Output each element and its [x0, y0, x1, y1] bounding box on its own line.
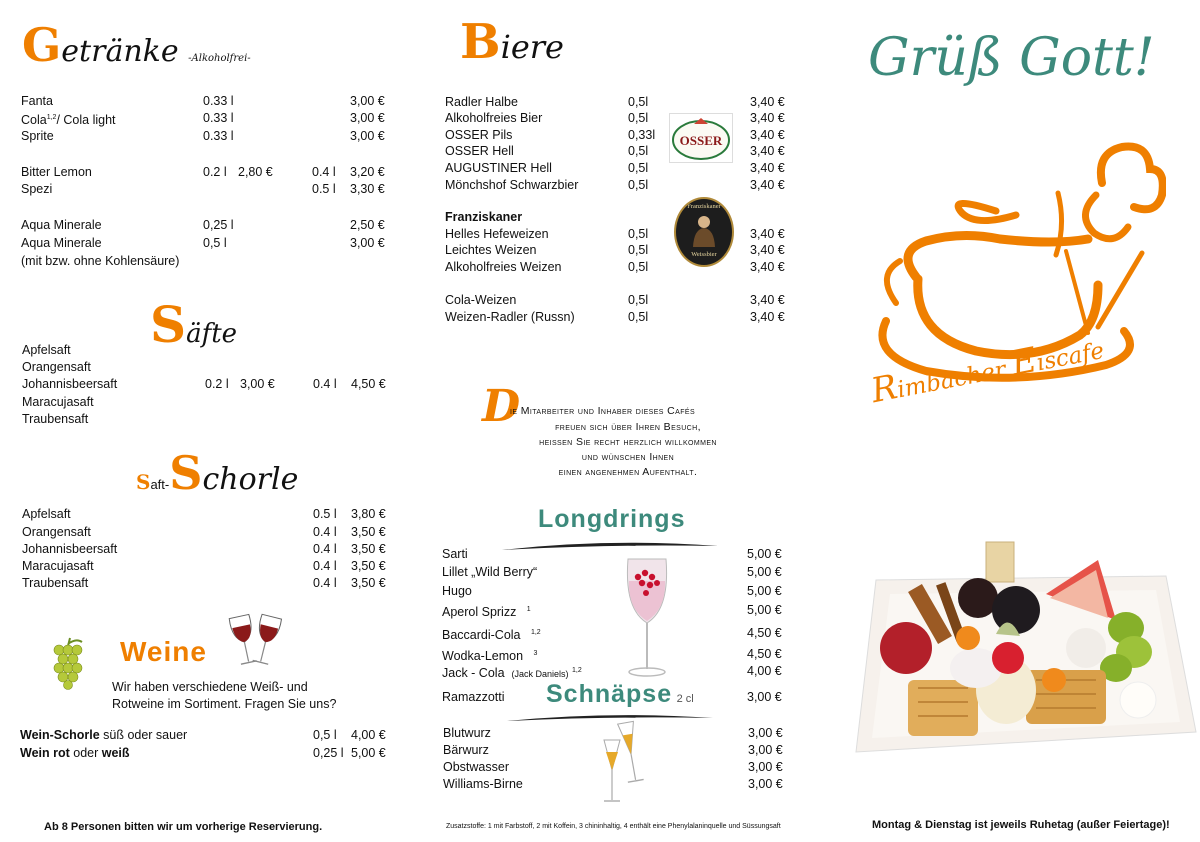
item-name: Williams-Birne [443, 777, 523, 791]
item-price: 3,40 € [750, 161, 785, 175]
item-price: 3,50 € [351, 525, 386, 539]
item-price: 4,50 € [351, 377, 386, 391]
item-size: 0.4 l [313, 377, 337, 391]
welcome-initial: D [482, 381, 521, 432]
item-size: 0,5l [628, 243, 649, 257]
welcome-text [482, 381, 762, 480]
item-price: 3,30 € [350, 182, 385, 196]
item-price: 3,50 € [351, 559, 386, 573]
item-price: 5,00 € [747, 584, 782, 598]
item-name: Aperol Sprizz $^1$ [442, 605, 531, 620]
item-price: 3,00 € [748, 760, 783, 774]
item-name: Orangensaft [22, 525, 91, 539]
item-price: 3,00 € [747, 690, 782, 704]
heading-initial: S [169, 446, 203, 500]
item-name: Aqua Minerale [21, 218, 102, 232]
weine-heading: Weine [120, 636, 207, 667]
item-size: 0.5 l [312, 182, 336, 196]
item-size: 0.33 l [203, 94, 234, 108]
item-size: 0.4 l [313, 559, 337, 573]
item-price: 4,00 € [747, 664, 782, 678]
item-size: 0.4 l [312, 165, 336, 179]
item-name: Lillet „Wild Berry“ [442, 565, 538, 579]
franziskaner-logo-top: Franziskaner [687, 203, 721, 210]
item-name: Jack - Cola (Jack Daniels) $^{1,2}$ [442, 666, 582, 681]
item-size: 0,5l [628, 178, 649, 192]
item-price: 3,00 € [240, 377, 275, 391]
item-name: OSSER Hell [445, 144, 514, 158]
item-price: 3,80 € [351, 507, 386, 521]
getraenke-heading [22, 18, 251, 72]
item-name: Cola-Weizen [445, 293, 517, 307]
item-name: Wein rot oder weiß [20, 746, 130, 760]
weine-text-line1: Wir haben verschiedene Weiß- und [112, 680, 308, 694]
longdrinks-swash [500, 540, 720, 554]
heading-initial: G [22, 18, 62, 72]
weine-text-line2: Rotweine im Sortiment. Fragen Sie uns? [112, 697, 337, 711]
item-name: Wodka-Lemon $^3$ [442, 649, 538, 664]
item-name: Johannisbeersaft [22, 377, 118, 391]
heading-rest: iere [500, 28, 564, 66]
item-name: Radler Halbe [445, 95, 518, 109]
franziskaner-heading: Franziskaner [445, 210, 523, 224]
heading-rest: chorle [202, 462, 299, 497]
heading-rest: äfte [186, 319, 238, 349]
grapes-icon [50, 636, 86, 690]
item-size: 0,5 l [313, 728, 337, 742]
item-name: Cola$^{1,2}$/ Cola light [21, 113, 116, 128]
item-price: 5,00 € [351, 746, 386, 760]
schorle-heading [136, 446, 298, 500]
heading-rest: etränke [61, 34, 179, 69]
schnapps-glasses-icon [598, 718, 658, 806]
item-name: OSSER Pils [445, 128, 513, 142]
item-name: Apfelsaft [22, 507, 71, 521]
item-price: 3,40 € [750, 128, 785, 142]
item-price: 3,00 € [350, 129, 385, 143]
item-name: Traubensaft [22, 576, 89, 590]
item-price: 2,80 € [238, 165, 273, 179]
item-price: 5,00 € [747, 603, 782, 617]
item-size: 0,25 l [203, 218, 234, 232]
osser-logo [669, 113, 733, 163]
item-name: Sarti [442, 547, 468, 561]
item-size: 0.33 l [203, 129, 234, 143]
saefte-heading [150, 295, 237, 354]
item-name: Orangensaft [22, 360, 91, 374]
item-size: 0,5l [628, 111, 649, 125]
item-price: 3,00 € [748, 743, 783, 757]
schnaepse-title: Schnäpse [546, 680, 673, 708]
item-price: 3,40 € [750, 95, 785, 109]
item-name: Apfelsaft [22, 343, 71, 357]
item-name: Hugo [442, 584, 472, 598]
item-price: 3,00 € [350, 236, 385, 250]
osser-logo-text: OSSER [679, 133, 723, 148]
longdrinks-heading: Longdrings [538, 505, 686, 533]
item-name: Johannisbeersaft [22, 542, 118, 556]
item-price: 3,00 € [350, 111, 385, 125]
item-price: 3,40 € [750, 144, 785, 158]
item-price: 3,40 € [750, 227, 785, 241]
item-name: Traubensaft [22, 412, 89, 426]
franziskaner-logo-bottom: Weissbier [691, 251, 717, 258]
footer-reservation: Ab 8 Personen bitten wir um vorherige Reservierung. [44, 821, 323, 833]
item-size: 0,25 l [313, 746, 344, 760]
item-note: (mit bzw. ohne Kohlensäure) [21, 254, 180, 268]
item-size: 0.2 l [203, 165, 227, 179]
item-price: 4,50 € [747, 647, 782, 661]
wine-glasses-icon [226, 612, 284, 670]
heading-initial: B [460, 14, 501, 70]
item-price: 4,00 € [351, 728, 386, 742]
heading-initial: S [150, 295, 187, 354]
welcome-line3: heissen Sie recht herzlich willkommen [539, 436, 717, 448]
item-name: Obstwasser [443, 760, 509, 774]
item-size: 0.33 l [203, 111, 234, 125]
item-name: AUGUSTINER Hell [445, 161, 552, 175]
welcome-line1: ie Mitarbeiter und Inhaber dieses Cafés [510, 405, 696, 417]
item-price: 3,00 € [350, 94, 385, 108]
cocktail-glass-icon [622, 557, 672, 679]
item-price: 5,00 € [747, 565, 782, 579]
item-name: Spezi [21, 182, 53, 196]
item-price: 3,00 € [748, 726, 783, 740]
welcome-line4: und wünschen Ihnen [581, 451, 675, 463]
item-name: Bärwurz [443, 743, 489, 757]
welcome-line2: freuen sich über Ihren Besuch, [555, 421, 701, 433]
item-price: 3,40 € [750, 111, 785, 125]
item-name: Mönchshof Schwarzbier [445, 178, 579, 192]
item-price: 3,40 € [750, 310, 785, 324]
item-size: 0,5l [628, 227, 649, 241]
item-price: 3,40 € [750, 260, 785, 274]
prefix-rest: aft- [150, 477, 170, 492]
item-size: 0.4 l [313, 576, 337, 590]
footer-additives: Zusatzstoffe: 1 mit Farbstoff, 2 mit Koffein, 3 chininhaltig, 4 enthält eine Phenylalaninquelle und Süssungsaft [446, 823, 781, 830]
brand-name: Rimbacher Eiscafe [868, 337, 1107, 412]
prefix-initial: S [136, 470, 151, 494]
item-size: 0,5l [628, 293, 649, 307]
schnaepse-heading [546, 680, 694, 709]
item-name: Baccardi-Cola $^{1,2}$ [442, 628, 541, 643]
item-name: Weizen-Radler (Russn) [445, 310, 575, 324]
item-price: 3,50 € [351, 542, 386, 556]
item-size: 0,5l [628, 260, 649, 274]
item-name: Helles Hefeweizen [445, 227, 549, 241]
item-name: Sprite [21, 129, 54, 143]
dessert-plate-photo [846, 540, 1200, 770]
item-name: Ramazzotti [442, 690, 505, 704]
item-name: Wein-Schorle süß oder sauer [20, 728, 188, 742]
heading-subtitle: -Alkoholfrei- [188, 53, 251, 64]
footer-rest-days: Montag & Dienstag ist jeweils Ruhetag (außer Feiertage)! [872, 819, 1170, 831]
item-name: Alkoholfreies Bier [445, 111, 543, 125]
item-size: 0,5l [628, 144, 649, 158]
item-name: Aqua Minerale [21, 236, 102, 250]
item-size: 0,5l [628, 95, 649, 109]
item-name: Fanta [21, 94, 53, 108]
item-size: 0,5l [628, 310, 649, 324]
item-name: Maracujasaft [22, 395, 94, 409]
item-size: 0,5 l [203, 236, 227, 250]
greeting-heading: Grüß Gott! [868, 28, 1155, 88]
item-price: 3,40 € [750, 293, 785, 307]
item-price: 3,50 € [351, 576, 386, 590]
item-price: 2,50 € [350, 218, 385, 232]
item-name: Bitter Lemon [21, 165, 92, 179]
biere-heading [460, 14, 564, 70]
item-size: 0.5 l [313, 507, 337, 521]
item-size: 0.4 l [313, 525, 337, 539]
item-size: 0.4 l [313, 542, 337, 556]
welcome-line5: einen angenehmen Aufenthalt. [558, 466, 698, 478]
item-size: 0,5l [628, 161, 649, 175]
item-price: 3,20 € [350, 165, 385, 179]
schnaepse-unit: 2 cl [676, 693, 694, 705]
item-name: Leichtes Weizen [445, 243, 537, 257]
item-price: 3,00 € [748, 777, 783, 791]
item-size: 0,33l [628, 128, 656, 142]
item-price: 4,50 € [747, 626, 782, 640]
item-name: Maracujasaft [22, 559, 94, 573]
item-price: 3,40 € [750, 178, 785, 192]
item-size: 0.2 l [205, 377, 229, 391]
item-name: Blutwurz [443, 726, 491, 740]
franziskaner-logo [674, 197, 734, 267]
item-price: 3,40 € [750, 243, 785, 257]
item-price: 5,00 € [747, 547, 782, 561]
item-name: Alkoholfreies Weizen [445, 260, 562, 274]
